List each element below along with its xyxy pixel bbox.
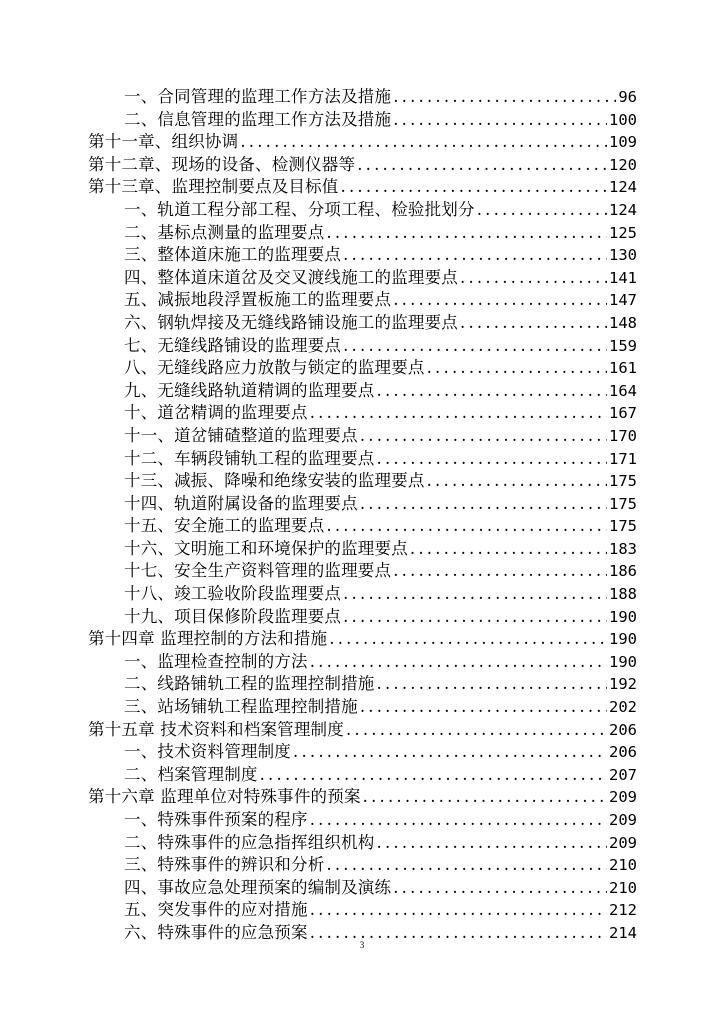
toc-entry-title: 五、减振地段浮置板施工的监理要点 bbox=[124, 290, 392, 310]
toc-entry-title: 十九、项目保修阶段监理要点 bbox=[124, 606, 342, 626]
toc-section-entry bbox=[0, 380, 724, 403]
toc-entry-page: 188 bbox=[609, 585, 637, 604]
toc-section-entry bbox=[0, 606, 724, 629]
toc-entry-title: 七、无缝线路铺设的监理要点 bbox=[124, 335, 342, 355]
toc-entry-title: 一、技术资料管理制度 bbox=[124, 742, 291, 762]
toc-entry-page: 202 bbox=[609, 698, 637, 717]
toc-entry-row bbox=[124, 244, 637, 267]
toc-dot-leader bbox=[240, 131, 607, 154]
toc-entry-title: 十三、减振、降噪和绝缘安装的监理要点 bbox=[124, 471, 425, 491]
toc-entry-title: 一、合同管理的监理工作方法及措施 bbox=[124, 87, 392, 106]
toc-dot-leader bbox=[326, 854, 607, 877]
toc-entry-title: 三、特殊事件的辨识和分析 bbox=[124, 855, 325, 875]
toc-section-entry bbox=[0, 515, 724, 538]
toc-chapter-entry bbox=[0, 628, 724, 651]
toc-entry-title: 十、道岔精调的监理要点 bbox=[124, 403, 308, 423]
toc-dot-leader bbox=[460, 312, 607, 335]
toc-dot-leader bbox=[310, 402, 607, 425]
toc-entry-row bbox=[124, 109, 637, 132]
toc-dot-leader bbox=[377, 448, 608, 471]
toc-entry-row bbox=[124, 289, 637, 312]
toc-entry-row bbox=[124, 493, 637, 516]
toc-entry-row bbox=[124, 741, 637, 764]
toc-section-entry bbox=[0, 222, 724, 245]
toc-dot-leader bbox=[260, 764, 607, 787]
toc-entry-page: 130 bbox=[609, 246, 637, 265]
toc-section-entry bbox=[0, 538, 724, 561]
toc-entry-page: 206 bbox=[609, 743, 637, 762]
toc-entry-page: 109 bbox=[609, 133, 637, 152]
toc-dot-leader bbox=[377, 832, 608, 855]
toc-entry-title: 三、站场铺轨工程监理控制措施 bbox=[124, 697, 358, 717]
toc-section-entry bbox=[0, 809, 724, 832]
toc-entry-title: 第十五章 技术资料和档案管理制度 bbox=[88, 719, 344, 739]
toc-dot-leader bbox=[377, 673, 608, 696]
toc-entry-page: 148 bbox=[609, 313, 637, 332]
toc-entry-title: 九、无缝线路轨道精调的监理要点 bbox=[124, 380, 375, 400]
toc-chapter-entry bbox=[0, 786, 724, 809]
toc-entry-page: 175 bbox=[609, 472, 637, 491]
toc-entry-title: 二、信息管理的监理工作方法及措施 bbox=[124, 109, 392, 129]
toc-entry-row bbox=[88, 628, 637, 651]
toc-entry-row bbox=[124, 380, 637, 403]
toc-dot-leader bbox=[393, 86, 616, 109]
toc-entry-page: 206 bbox=[609, 720, 637, 739]
toc-entry-row bbox=[124, 899, 637, 922]
toc-section-entry bbox=[0, 425, 724, 448]
toc-entry-row bbox=[124, 86, 637, 109]
toc-dot-leader bbox=[460, 267, 607, 290]
toc-entry-title: 二、特殊事件的应急指挥组织机构 bbox=[124, 832, 375, 852]
toc-entry-page: 210 bbox=[609, 856, 637, 875]
toc-entry-row bbox=[124, 809, 637, 832]
toc-entry-title: 十二、车辆段铺轨工程的监理要点 bbox=[124, 448, 375, 468]
toc-dot-leader bbox=[360, 425, 607, 448]
toc-dot-leader bbox=[427, 357, 607, 380]
toc-section-entry bbox=[0, 312, 724, 335]
toc-entry-title: 十四、轨道附属设备的监理要点 bbox=[124, 493, 358, 513]
toc-section-entry bbox=[0, 764, 724, 787]
toc-section-entry bbox=[0, 402, 724, 425]
toc-dot-leader bbox=[346, 719, 607, 742]
toc-dot-leader bbox=[477, 199, 607, 222]
toc-dot-leader bbox=[343, 244, 607, 267]
toc-section-entry bbox=[0, 854, 724, 877]
toc-entry-page: 167 bbox=[609, 404, 637, 423]
toc-section-entry bbox=[0, 741, 724, 764]
toc-section-entry bbox=[0, 673, 724, 696]
toc-entry-page: 125 bbox=[609, 223, 637, 242]
toc-entry-page: 186 bbox=[609, 562, 637, 581]
toc-entry-title: 第十四章 监理控制的方法和措施 bbox=[88, 629, 328, 649]
toc-entry-page: 207 bbox=[609, 765, 637, 784]
toc-entry-title: 二、基标点测量的监理要点 bbox=[124, 222, 325, 242]
toc-entry-row bbox=[124, 335, 637, 358]
toc-entry-title: 四、事故应急处理预案的编制及演练 bbox=[124, 877, 392, 897]
toc-entry-row bbox=[124, 673, 637, 696]
toc-entry-page: 209 bbox=[609, 788, 637, 807]
toc-entry-page: 190 bbox=[609, 607, 637, 626]
toc-entry-row bbox=[124, 877, 637, 900]
toc-entry-row bbox=[124, 425, 637, 448]
toc-chapter-entry bbox=[0, 154, 724, 177]
toc-dot-leader bbox=[343, 606, 607, 629]
toc-entry-title: 十五、安全施工的监理要点 bbox=[124, 516, 325, 536]
toc-entry-row bbox=[88, 719, 637, 742]
toc-entry-row bbox=[124, 312, 637, 335]
toc-section-entry bbox=[0, 899, 724, 922]
toc-entry-title: 二、线路铺轨工程的监理控制措施 bbox=[124, 674, 375, 694]
toc-entry-title: 一、特殊事件预案的程序 bbox=[124, 810, 308, 829]
toc-dot-leader bbox=[427, 470, 607, 493]
toc-dot-leader bbox=[357, 154, 607, 177]
toc-entry-page: 175 bbox=[609, 517, 637, 536]
toc-dot-leader bbox=[293, 741, 607, 764]
toc-dot-leader bbox=[341, 176, 608, 199]
toc-entry-title: 第十二章、现场的设备、检测仪器等 bbox=[88, 154, 356, 174]
toc-entry-title: 第十一章、组织协调 bbox=[88, 132, 239, 152]
toc-section-entry bbox=[0, 832, 724, 855]
toc-entry-title: 三、整体道床施工的监理要点 bbox=[124, 245, 342, 265]
toc-entry-row bbox=[124, 832, 637, 855]
toc-chapter-entry bbox=[0, 131, 724, 154]
toc-section-entry bbox=[0, 448, 724, 471]
toc-entry-title: 十六、文明施工和环境保护的监理要点 bbox=[124, 538, 408, 558]
toc-entry-row bbox=[124, 515, 637, 538]
toc-entry-title: 十八、竣工验收阶段监理要点 bbox=[124, 584, 342, 604]
toc-entry-page: 124 bbox=[609, 178, 637, 197]
toc-entry-page: 164 bbox=[609, 381, 637, 400]
toc-dot-leader bbox=[343, 335, 607, 358]
toc-dot-leader bbox=[363, 786, 607, 809]
toc-entry-page: 159 bbox=[609, 336, 637, 355]
toc-section-entry bbox=[0, 583, 724, 606]
toc-entry-row bbox=[124, 357, 637, 380]
toc-entry-page: 210 bbox=[609, 878, 637, 897]
toc-dot-leader bbox=[377, 380, 608, 403]
toc-section-entry bbox=[0, 493, 724, 516]
toc-dot-leader bbox=[329, 628, 607, 651]
toc-dot-leader bbox=[393, 560, 607, 583]
toc-entry-page: 141 bbox=[609, 268, 637, 287]
toc-entry-row bbox=[124, 583, 637, 606]
toc-entry-row bbox=[124, 696, 637, 719]
toc-section-entry bbox=[0, 560, 724, 583]
toc-entry-row bbox=[124, 402, 637, 425]
toc-entry-row bbox=[124, 764, 637, 787]
toc-dot-leader bbox=[310, 899, 607, 922]
toc-entry-title: 八、无缝线路应力放散与锁定的监理要点 bbox=[124, 358, 425, 378]
toc-section-entry bbox=[0, 651, 724, 674]
toc-entry-page: 100 bbox=[609, 110, 637, 129]
toc-entry-page: 214 bbox=[609, 923, 637, 942]
page-number: 3 bbox=[359, 940, 365, 950]
toc-entry-row bbox=[88, 176, 637, 199]
toc-entry-title: 第十三章、监理控制要点及目标值 bbox=[88, 177, 339, 197]
toc-entry-page: 212 bbox=[609, 901, 637, 920]
toc-entry-page: 120 bbox=[609, 155, 637, 174]
toc-entry-page: 124 bbox=[609, 200, 637, 219]
toc-entry-row bbox=[88, 131, 637, 154]
toc-dot-leader bbox=[393, 109, 607, 132]
toc-entry-page: 170 bbox=[609, 426, 637, 445]
toc-dot-leader bbox=[343, 583, 607, 606]
toc-entry-title: 第十六章 监理单位对特殊事件的预案 bbox=[88, 787, 361, 807]
toc-entry-page: 171 bbox=[609, 449, 637, 468]
toc-entry-title: 一、轨道工程分部工程、分项工程、检验批划分 bbox=[124, 199, 475, 219]
toc-dot-leader bbox=[310, 651, 607, 674]
toc-entry-row bbox=[124, 560, 637, 583]
table-of-contents bbox=[0, 86, 724, 945]
toc-section-entry bbox=[0, 357, 724, 380]
toc-section-entry bbox=[0, 244, 724, 267]
toc-entry-title: 四、整体道床道岔及交叉渡线施工的监理要点 bbox=[124, 267, 458, 287]
toc-entry-row bbox=[124, 606, 637, 629]
toc-dot-leader bbox=[410, 538, 607, 561]
toc-entry-row bbox=[88, 786, 637, 809]
toc-entry-title: 十七、安全生产资料管理的监理要点 bbox=[124, 561, 392, 581]
toc-dot-leader bbox=[393, 289, 607, 312]
toc-entry-page: 175 bbox=[609, 494, 637, 513]
toc-entry-page: 209 bbox=[609, 811, 637, 829]
toc-entry-page: 183 bbox=[609, 539, 637, 558]
toc-entry-row bbox=[124, 448, 637, 471]
toc-entry-row bbox=[124, 199, 637, 222]
toc-entry-title: 五、突发事件的应对措施 bbox=[124, 900, 308, 920]
toc-section-entry bbox=[0, 877, 724, 900]
toc-section-entry bbox=[0, 470, 724, 493]
toc-entry-row bbox=[124, 267, 637, 290]
toc-section-entry bbox=[0, 86, 724, 109]
toc-entry-title: 十一、道岔铺碴整道的监理要点 bbox=[124, 425, 358, 445]
toc-entry-page: 96 bbox=[618, 88, 637, 106]
toc-dot-leader bbox=[310, 809, 607, 832]
toc-entry-page: 147 bbox=[609, 291, 637, 310]
toc-entry-page: 161 bbox=[609, 359, 637, 378]
toc-section-entry bbox=[0, 109, 724, 132]
toc-section-entry bbox=[0, 696, 724, 719]
toc-entry-row bbox=[124, 470, 637, 493]
toc-entry-row bbox=[124, 538, 637, 561]
toc-entry-page: 192 bbox=[609, 675, 637, 694]
toc-dot-leader bbox=[326, 515, 607, 538]
toc-dot-leader bbox=[326, 222, 607, 245]
toc-section-entry bbox=[0, 289, 724, 312]
toc-section-entry bbox=[0, 267, 724, 290]
toc-chapter-entry bbox=[0, 176, 724, 199]
toc-entry-row bbox=[88, 154, 637, 177]
toc-section-entry bbox=[0, 335, 724, 358]
toc-entry-row bbox=[124, 651, 637, 674]
toc-entry-title: 六、钢轨焊接及无缝线路铺设施工的监理要点 bbox=[124, 312, 458, 332]
toc-section-entry bbox=[0, 199, 724, 222]
toc-dot-leader bbox=[360, 696, 607, 719]
toc-entry-title: 二、档案管理制度 bbox=[124, 764, 258, 784]
toc-entry-title: 六、特殊事件的应急预案 bbox=[124, 922, 308, 942]
toc-dot-leader bbox=[360, 493, 607, 516]
toc-dot-leader bbox=[393, 877, 607, 900]
toc-entry-page: 190 bbox=[609, 652, 637, 671]
toc-entry-title: 一、监理检查控制的方法 bbox=[124, 651, 308, 671]
toc-entry-page: 209 bbox=[609, 833, 637, 852]
toc-chapter-entry bbox=[0, 719, 724, 742]
toc-entry-page: 190 bbox=[609, 630, 637, 649]
toc-entry-row bbox=[124, 222, 637, 245]
toc-entry-row bbox=[124, 854, 637, 877]
